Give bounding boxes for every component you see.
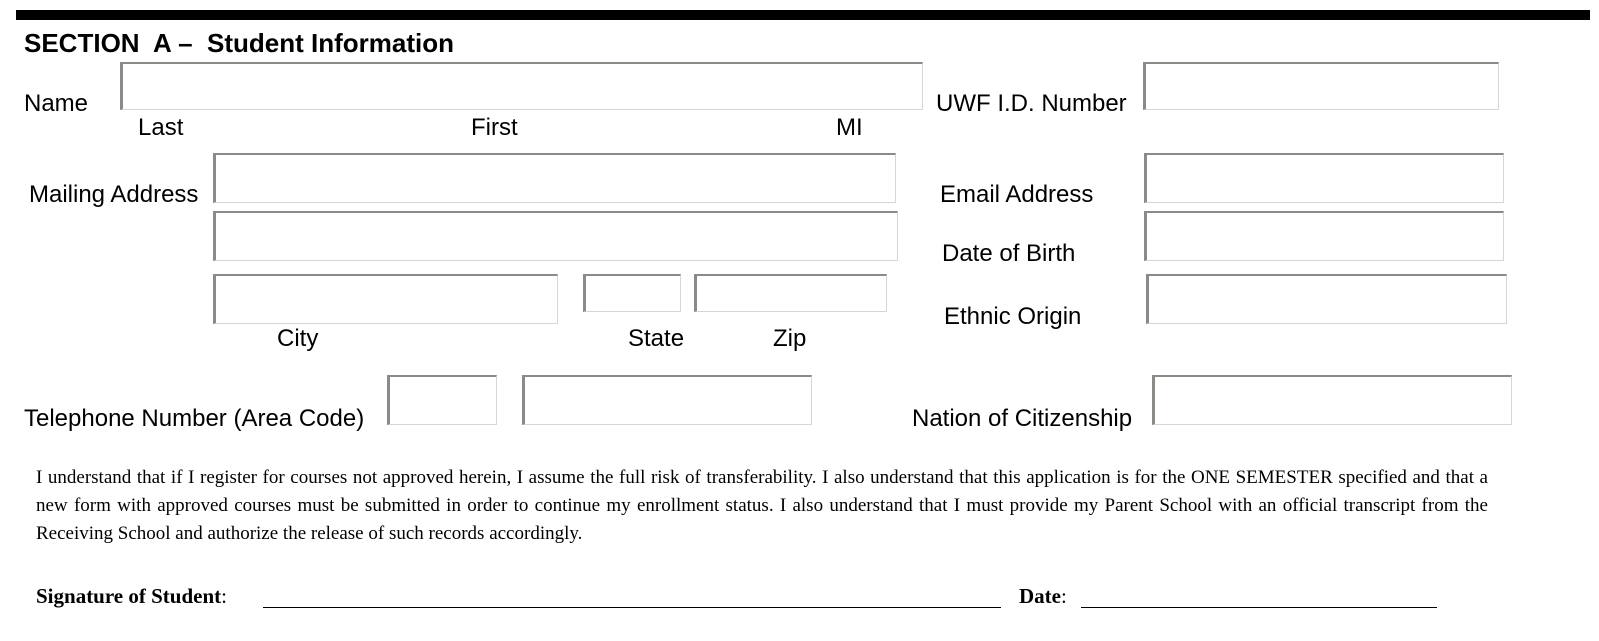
email-field[interactable] (1144, 153, 1504, 203)
zip-field[interactable] (694, 274, 887, 312)
date-label-wrap: Date: (1019, 584, 1067, 608)
dob-field[interactable] (1144, 211, 1504, 261)
signature-line[interactable] (263, 607, 1001, 608)
acknowledgement-statement: I understand that if I register for courses not approved herein, I assume the full risk of transferability. I also understand that this application is for the ONE SEMESTER specified and that a new form with approved courses must be submitted in order to continue my enrollment status. I also understand that I must provide my Parent School with an official transcript from the Receiving School and authorize the release of such records accordingly. (36, 467, 1488, 544)
header-rule (16, 10, 1590, 20)
area-code-field[interactable] (387, 375, 497, 425)
date-line[interactable] (1081, 607, 1437, 608)
citizenship-field[interactable] (1152, 375, 1512, 425)
section-title: SECTION A – Student Information (24, 28, 454, 58)
name-sub-last: Last (138, 114, 184, 141)
uwf-id-field[interactable] (1143, 62, 1499, 110)
ethnic-origin-field[interactable] (1146, 274, 1507, 324)
state-label: State (628, 325, 685, 352)
mailing-address-line1-field[interactable] (213, 153, 896, 203)
name-sub-mi: MI (836, 114, 863, 141)
mailing-address-line2-field[interactable] (213, 211, 898, 261)
name-field[interactable] (120, 62, 923, 110)
city-field[interactable] (213, 274, 558, 324)
signature-label-wrap: Signature of Student: (36, 584, 227, 608)
uwf-id-label: UWF I.D. Number (936, 90, 1127, 117)
mailing-address-label: Mailing Address (29, 181, 199, 208)
name-label: Name (24, 90, 89, 117)
date-label: Date (1019, 584, 1061, 608)
telephone-label: Telephone Number (Area Code) (24, 405, 365, 432)
signature-label: Signature of Student (36, 584, 222, 608)
citizenship-label: Nation of Citizenship (912, 405, 1133, 432)
ethnic-origin-label: Ethnic Origin (944, 303, 1082, 330)
zip-label: Zip (773, 325, 807, 352)
telephone-number-field[interactable] (522, 375, 812, 425)
name-sub-first: First (471, 114, 518, 141)
dob-label: Date of Birth (942, 240, 1076, 267)
city-label: City (277, 325, 319, 352)
state-field[interactable] (583, 274, 681, 312)
email-label: Email Address (940, 181, 1094, 208)
